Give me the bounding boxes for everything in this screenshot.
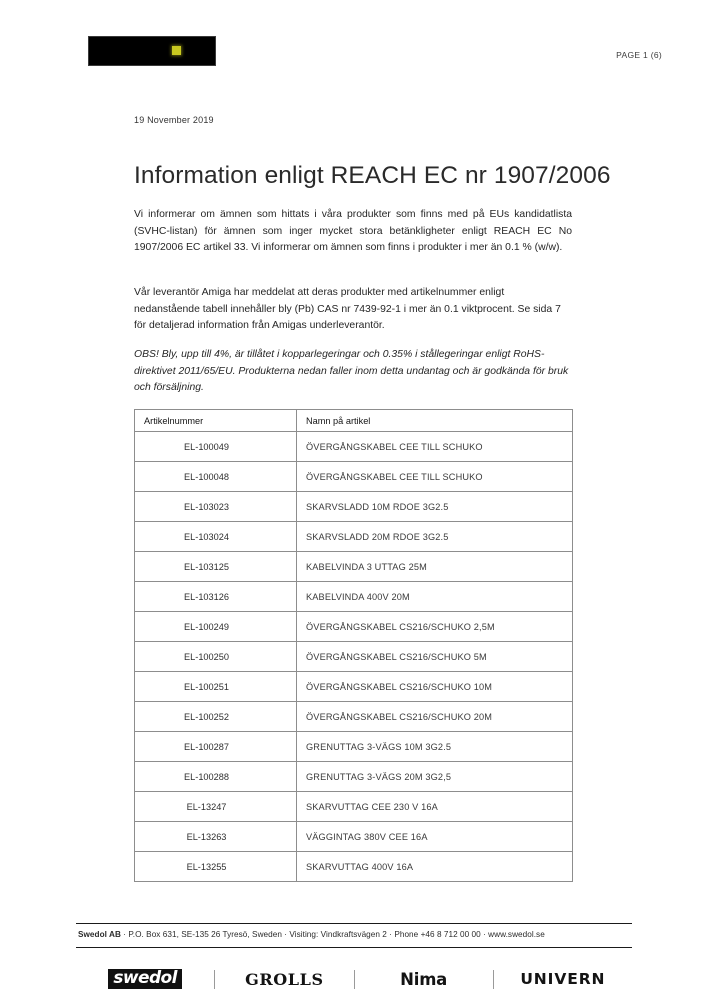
note-paragraph: OBS! Bly, upp till 4%, är tillåtet i kopparlegeringar och 0.35% i stållegeringar enligt RoHS-direktivet 2011/65/EU. Produkterna nedan faller inom detta undantag och är godkända för bruk och försäljning. bbox=[134, 349, 569, 393]
brand-slot-swedol bbox=[76, 962, 214, 996]
brand-logo-swedol: swedol bbox=[108, 969, 181, 990]
cell-artikelnummer: EL-100252 bbox=[135, 702, 297, 732]
cell-artikelnummer: EL-103125 bbox=[135, 552, 297, 582]
cell-artikelnummer: EL-100048 bbox=[135, 462, 297, 492]
page-number-label: PAGE 1 (6) bbox=[616, 50, 662, 60]
cell-namn: SKARVUTTAG CEE 230 V 16A bbox=[297, 792, 573, 822]
cell-artikelnummer: EL-100250 bbox=[135, 642, 297, 672]
page-title: Information enligt REACH EC nr 1907/2006 bbox=[134, 162, 611, 189]
cell-namn: ÖVERGÅNGSKABEL CEE TILL SCHUKO bbox=[297, 462, 573, 492]
table-row bbox=[135, 612, 573, 642]
intro-paragraph: Vi informerar om ämnen som hittats i våra produkter som finns med på EUs kandidatlista (SVHC-listan) för ämnen som inger mycket stora betänkligheter enligt REACH EC No 1907/2006 EC artikel 33. Vi informerar om ämnen som finns i produkter i mer än 0.1 % (w/w). bbox=[134, 209, 572, 253]
table-row bbox=[135, 732, 573, 762]
cell-namn: ÖVERGÅNGSKABEL CS216/SCHUKO 20M bbox=[297, 702, 573, 732]
footer-contact-details: · P.O. Box 631, SE-135 26 Tyresö, Sweden · Visiting: Vindkraftsvägen 2 · Phone +46 8 712 00 00 · www.swedol.se bbox=[120, 930, 545, 939]
brand-logo-grolls: GROLLS bbox=[245, 969, 324, 989]
cell-artikelnummer: EL-13255 bbox=[135, 852, 297, 882]
cell-namn: GRENUTTAG 3-VÄGS 20M 3G2,5 bbox=[297, 762, 573, 792]
brand-slot-nima bbox=[355, 962, 493, 996]
cell-namn: GRENUTTAG 3-VÄGS 10M 3G2.5 bbox=[297, 732, 573, 762]
table-row bbox=[135, 432, 573, 462]
table-row bbox=[135, 822, 573, 852]
cell-namn: ÖVERGÅNGSKABEL CEE TILL SCHUKO bbox=[297, 432, 573, 462]
cell-namn: SKARVSLADD 10M RDOE 3G2.5 bbox=[297, 492, 573, 522]
cell-artikelnummer: EL-103023 bbox=[135, 492, 297, 522]
cell-namn: VÄGGINTAG 380V CEE 16A bbox=[297, 822, 573, 852]
cell-artikelnummer: EL-100251 bbox=[135, 672, 297, 702]
table-row bbox=[135, 672, 573, 702]
cell-namn: KABELVINDA 400V 20M bbox=[297, 582, 573, 612]
cell-artikelnummer: EL-100288 bbox=[135, 762, 297, 792]
cell-artikelnummer: EL-100287 bbox=[135, 732, 297, 762]
cell-namn: ÖVERGÅNGSKABEL CS216/SCHUKO 5M bbox=[297, 642, 573, 672]
cell-namn: SKARVSLADD 20M RDOE 3G2.5 bbox=[297, 522, 573, 552]
table-header-row bbox=[135, 410, 573, 432]
cell-artikelnummer: EL-103024 bbox=[135, 522, 297, 552]
footer-divider-bottom bbox=[76, 947, 632, 948]
brand-slot-univern bbox=[494, 962, 632, 996]
cell-namn: SKARVUTTAG 400V 16A bbox=[297, 852, 573, 882]
cell-namn: ÖVERGÅNGSKABEL CS216/SCHUKO 2,5M bbox=[297, 612, 573, 642]
table-row bbox=[135, 522, 573, 552]
swedol-logo bbox=[88, 36, 216, 66]
document-date: 19 November 2019 bbox=[134, 115, 214, 125]
column-header-artikelnummer: Artikelnummer bbox=[135, 410, 297, 432]
table-row bbox=[135, 792, 573, 822]
cell-artikelnummer: EL-103126 bbox=[135, 582, 297, 612]
column-header-namn: Namn på artikel bbox=[297, 410, 573, 432]
table-row bbox=[135, 462, 573, 492]
supplier-paragraph: Vår leverantör Amiga har meddelat att deras produkter med artikelnummer enligt nedanstående tabell innehåller bly (Pb) CAS nr 7439-92-1 i mer än 0.1 viktprocent. Se sida 7 för detaljerad information från Amigas underleverantör. bbox=[134, 287, 561, 331]
table-row bbox=[135, 582, 573, 612]
table-row bbox=[135, 552, 573, 582]
brand-logo-bar bbox=[76, 962, 632, 996]
footer-address bbox=[78, 930, 638, 939]
footer-divider-top bbox=[76, 923, 632, 924]
brand-logo-nima: Nima bbox=[400, 969, 448, 989]
cell-artikelnummer: EL-13247 bbox=[135, 792, 297, 822]
cell-namn: KABELVINDA 3 UTTAG 25M bbox=[297, 552, 573, 582]
table-row bbox=[135, 492, 573, 522]
table-row bbox=[135, 702, 573, 732]
cell-artikelnummer: EL-100249 bbox=[135, 612, 297, 642]
brand-logo-univern: UNIVERN bbox=[520, 970, 606, 988]
table-row bbox=[135, 852, 573, 882]
swedol-logo-mark-icon bbox=[172, 46, 181, 55]
table-row bbox=[135, 762, 573, 792]
cell-artikelnummer: EL-100049 bbox=[135, 432, 297, 462]
footer-company-name: Swedol AB bbox=[78, 930, 121, 939]
table-row bbox=[135, 642, 573, 672]
cell-artikelnummer: EL-13263 bbox=[135, 822, 297, 852]
brand-slot-grolls bbox=[215, 962, 353, 996]
article-table bbox=[134, 409, 573, 882]
cell-namn: ÖVERGÅNGSKABEL CS216/SCHUKO 10M bbox=[297, 672, 573, 702]
